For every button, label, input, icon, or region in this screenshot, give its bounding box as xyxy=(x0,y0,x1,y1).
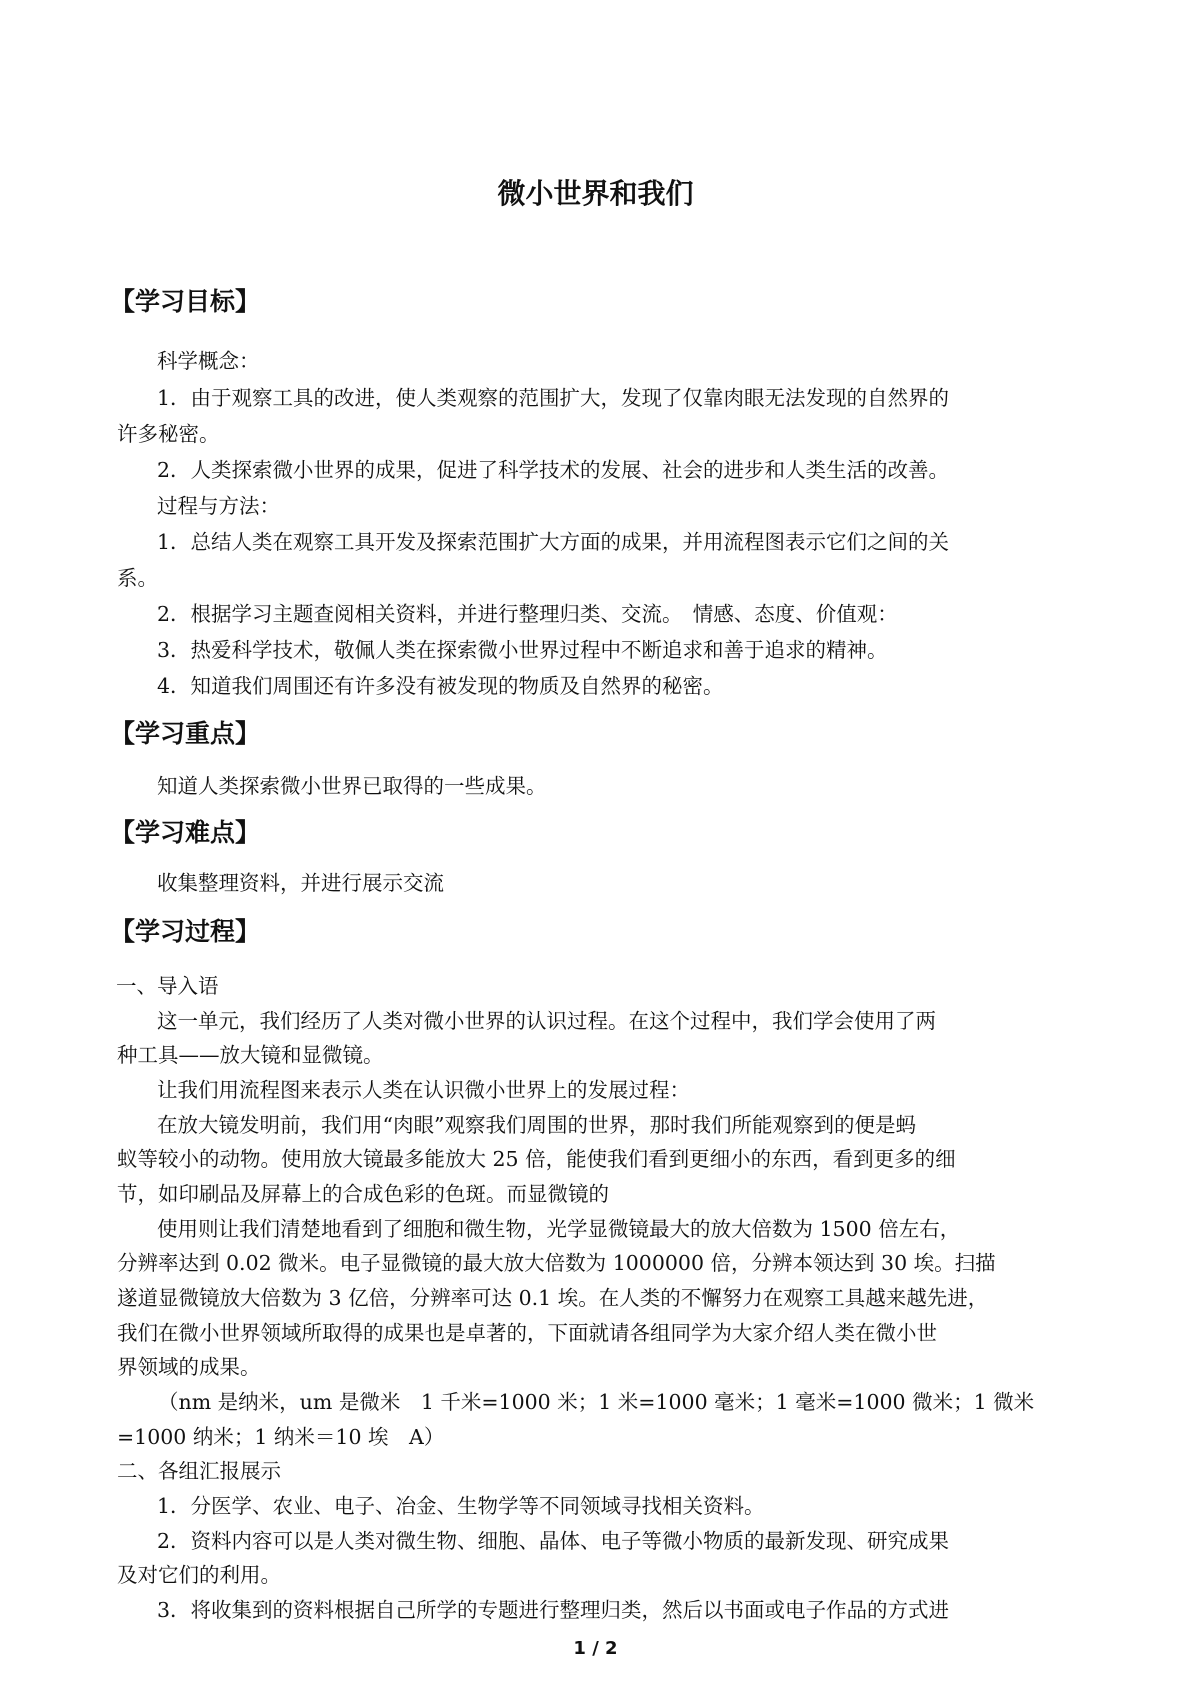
text-line: 一、导入语 xyxy=(116,974,219,998)
text-line: 1．分医学、农业、电子、冶金、生物学等不同领域寻找相关资料。 xyxy=(157,1494,765,1518)
text-line: 系。 xyxy=(117,566,158,590)
text-line: （nm 是纳米，um 是微米 1 千米=1000 米；1 米=1000 毫米；1 毫米=1000 微米；1 微米 xyxy=(158,1390,1035,1414)
text-line: 及对它们的利用。 xyxy=(117,1563,281,1587)
text-line: 2．根据学习主题查阅相关资料，并进行整理归类、交流。 情感、态度、价值观： xyxy=(157,602,898,626)
text-line: 3．热爱科学技术，敬佩人类在探索微小世界过程中不断追求和善于追求的精神。 xyxy=(157,638,888,662)
text-line: 3．将收集到的资料根据自己所学的专题进行整理归类，然后以书面或电子作品的方式进 xyxy=(157,1598,950,1622)
section-heading-process: 【学习过程】 xyxy=(110,917,261,946)
text-line: 在放大镜发明前，我们用“肉眼”观察我们周围的世界，那时我们所能观察到的便是蚂 xyxy=(157,1113,916,1137)
text-line: 4．知道我们周围还有许多没有被发现的物质及自然界的秘密。 xyxy=(157,674,724,698)
text-line: 2．人类探索微小世界的成果，促进了科学技术的发展、社会的进步和人类生活的改善。 xyxy=(157,458,950,482)
text-line: 过程与方法： xyxy=(157,494,280,518)
text-line: 我们在微小世界领域所取得的成果也是卓著的，下面就请各组同学为大家介绍人类在微小世 xyxy=(117,1321,937,1345)
text-line: 种工具——放大镜和显微镜。 xyxy=(117,1043,384,1067)
text-line: 收集整理资料，并进行展示交流 xyxy=(157,871,444,895)
text-line: 分辨率达到 0.02 微米。电子显微镜的最大放大倍数为 1000000 倍，分辨本领达到 30 埃。扫描 xyxy=(117,1251,996,1275)
text-line: =1000 纳米；1 纳米＝10 埃 A） xyxy=(117,1425,445,1449)
text-line: 蚁等较小的动物。使用放大镜最多能放大 25 倍，能使我们看到更细小的东西，看到更多的细 xyxy=(117,1147,956,1171)
text-line: 这一单元，我们经历了人类对微小世界的认识过程。在这个过程中，我们学会使用了两 xyxy=(157,1009,936,1033)
section-heading-goals: 【学习目标】 xyxy=(110,287,261,316)
text-line: 节，如印刷品及屏幕上的合成色彩的色斑。而显微镜的 xyxy=(117,1182,609,1206)
page-number: 1 / 2 xyxy=(573,1638,618,1659)
text-line: 1．总结人类在观察工具开发及探索范围扩大方面的成果，并用流程图表示它们之间的关 xyxy=(157,530,950,554)
text-line: 使用则让我们清楚地看到了细胞和微生物，光学显微镜最大的放大倍数为 1500 倍左右， xyxy=(157,1217,961,1241)
section-heading-key: 【学习重点】 xyxy=(110,719,261,748)
text-line: 遂道显微镜放大倍数为 3 亿倍，分辨率可达 0.1 埃。在人类的不懈努力在观察工具越来越先进， xyxy=(117,1286,989,1310)
page-title: 微小世界和我们 xyxy=(497,177,694,210)
text-line: 科学概念： xyxy=(157,349,260,373)
text-line: 许多秘密。 xyxy=(117,422,220,446)
text-line: 让我们用流程图来表示人类在认识微小世界上的发展过程： xyxy=(157,1078,690,1102)
text-line: 二、各组汇报展示 xyxy=(117,1459,281,1483)
text-line: 1．由于观察工具的改进，使人类观察的范围扩大，发现了仅靠肉眼无法发现的自然界的 xyxy=(157,386,950,410)
section-heading-difficulty: 【学习难点】 xyxy=(110,818,261,847)
text-line: 知道人类探索微小世界已取得的一些成果。 xyxy=(157,774,547,798)
text-line: 2．资料内容可以是人类对微生物、细胞、晶体、电子等微小物质的最新发现、研究成果 xyxy=(157,1529,950,1553)
text-line: 界领域的成果。 xyxy=(117,1355,261,1379)
